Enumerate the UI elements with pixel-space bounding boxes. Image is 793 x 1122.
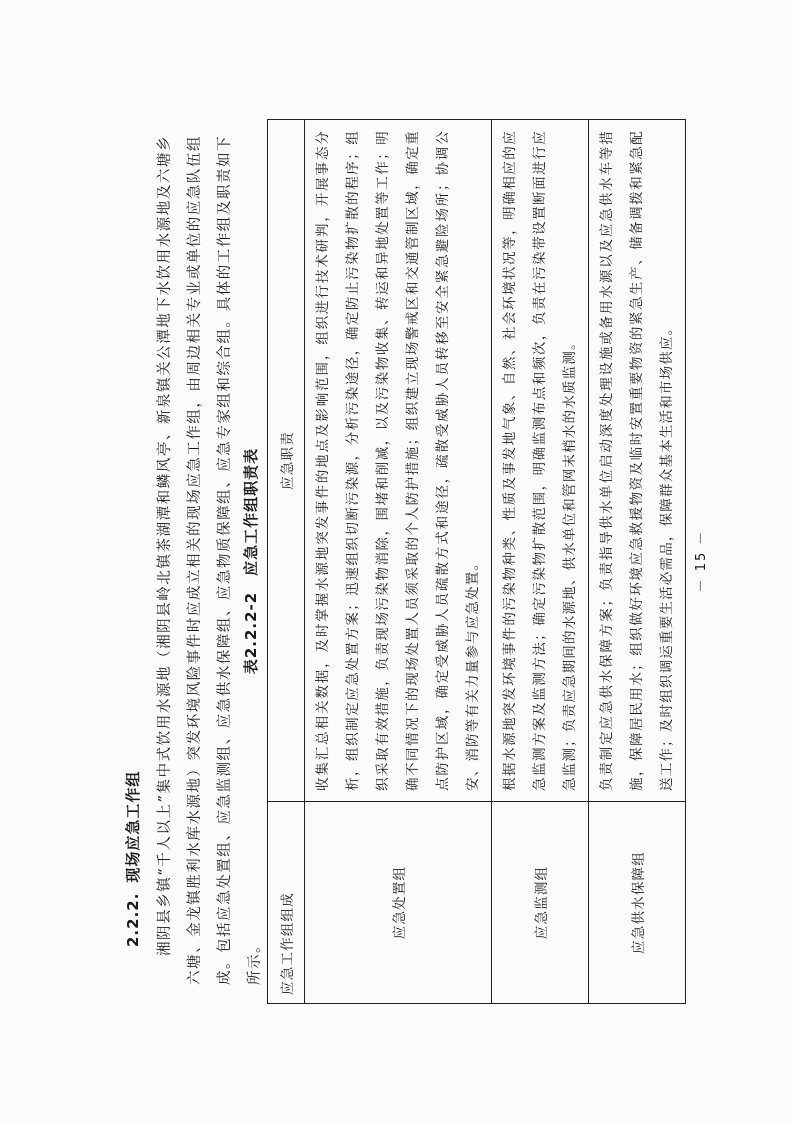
header-duty: 应急职责 xyxy=(268,120,305,802)
row-group-name: 应急供水保障组 xyxy=(589,802,686,1004)
table-caption: 表2.2.2-2 应急工作组职责表 xyxy=(242,447,260,675)
duty-table xyxy=(267,119,686,1004)
row-group-name: 应急处置组 xyxy=(305,802,492,1004)
section-heading xyxy=(122,771,143,947)
row-group-name: 应急监测组 xyxy=(492,802,589,1004)
table-row xyxy=(305,120,492,1004)
section-title: 现场应急工作组 xyxy=(124,770,142,883)
row-duty-text: 根据水源地突发环境事件的污染物种类、性质及事发地气象、自然、社会环境状况等，明确相应的应急监测方案及监测方法；确定污染物扩散范围，明确监测布点和频次，负责在污染带设置断面进行应急监测；负责应急期间的水源地、供水单位和管网末梢水的水质监测。 xyxy=(492,120,589,802)
table-row xyxy=(492,120,589,1004)
page-number: － 15 － xyxy=(694,529,709,593)
section-number: 2.2.2. xyxy=(124,892,142,947)
row-duty-text: 负责制定应急供水保障方案；负责指导供水单位启动深度处理设施或备用水源以及应急供水车等措施，保障居民用水；组织做好环境应急救援物资及临时安置重要物资的紧急生产、储备调拨和紧急配送工作；及时组织调运重要生活必需品，保障群众基本生活和市场供应。 xyxy=(589,120,686,802)
row-duty-text: 收集汇总相关数据，及时掌握水源地突发事件的地点及影响范围，组织进行技术研判，开展事态分析，组织制定应急处置方案；迅速组织切断污染源，分析污染途径，确定防止污染物扩散的程序；组织采取有效措施，负责现场污染物消除，围堵和削减，以及污染物收集、转运和异地处置等工作；明确不同情况下的现场处置人员须采取的个人防护措施；组织建立现场警戒区和交通管制区域，确定重点防护区域，确定受威胁人员疏散方式和途径，疏散受威胁人员转移至安全紧急避险场所；协调公安、消防等有关力量参与应急处置。 xyxy=(305,120,492,802)
intro-paragraph: 湘阴县乡镇“千人以上”集中式饮用水源地（湘阴县岭北镇茶湖潭和鳞风亭、新泉镇关公潭地下水饮用水源地及六塘乡六塘、金龙镇胜利水库水源地）突发环境风险事件时应成立相关的现场应急工作组，由周边相关专业或单位的应急队伍组成。包括应急处置组、应急监测组、应急供水保障组、应急物质保障组、应急专家组和综合组。具体的工作组及职责如下所示。 xyxy=(157,135,263,985)
header-group: 应急工作组组成 xyxy=(268,802,305,1004)
table-row xyxy=(589,120,686,1004)
table-header-row xyxy=(268,120,305,1004)
